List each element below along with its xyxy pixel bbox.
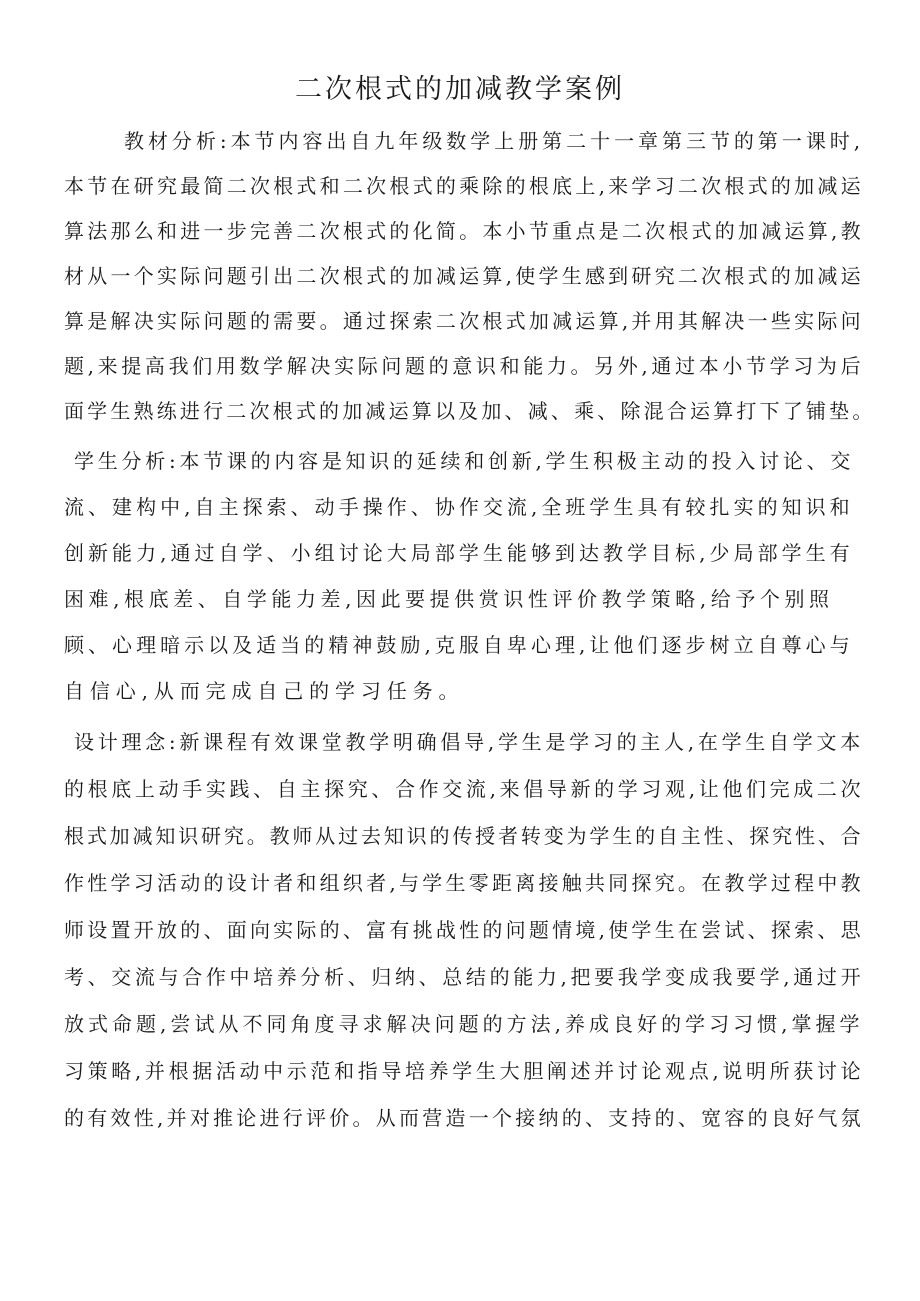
paragraph-line: 算法那么和进一步完善二次根式的化简。本小节重点是二次根式的加减运算,教 xyxy=(64,219,864,243)
paragraph-line: 习策略,并根据活动中示范和指导培养学生大胆阐述并讨论观点,说明所获讨论 xyxy=(64,1059,864,1083)
paragraph-line: 教材分析:本节内容出自九年级数学上册第二十一章第三节的第一课时, xyxy=(124,129,864,153)
paragraph-line: 的有效性,并对推论进行评价。从而营造一个接纳的、支持的、宽容的良好气氛 xyxy=(64,1106,864,1130)
paragraph-line: 流、建构中,自主探索、动手操作、协作交流,全班学生具有较扎实的知识和 xyxy=(64,495,854,519)
paragraph-line: 顾、心理暗示以及适当的精神鼓励,克服自卑心理,让他们逐步树立自尊心与 xyxy=(64,633,854,657)
paragraph-line: 师设置开放的、面向实际的、富有挑战性的问题情境,使学生在尝试、探索、思 xyxy=(64,918,864,942)
paragraph-line: 困难,根底差、自学能力差,因此要提供赏识性评价教学策略,给予个别照 xyxy=(64,587,834,611)
paragraph-line: 创新能力,通过自学、小组讨论大局部学生能够到达教学目标,少局部学生有 xyxy=(64,541,854,565)
document-title: 二次根式的加减教学案例 xyxy=(295,74,625,105)
paragraph-line: 考、交流与合作中培养分析、归纳、总结的能力,把要我学变成我要学,通过开 xyxy=(64,965,864,989)
paragraph-line: 的根底上动手实践、自主探究、合作交流,来倡导新的学习观,让他们完成二次 xyxy=(64,777,864,801)
paragraph-line: 自信心,从而完成自己的学习任务。 xyxy=(64,679,464,703)
paragraph-line: 放式命题,尝试从不同角度寻求解决问题的方法,养成良好的学习习惯,掌握学 xyxy=(64,1012,864,1036)
paragraph-line: 算是解决实际问题的需要。通过探索二次根式加减运算,并用其解决一些实际问 xyxy=(64,309,864,333)
paragraph-line: 作性学习活动的设计者和组织者,与学生零距离接触共同探究。在教学过程中教 xyxy=(64,871,864,895)
paragraph-line: 面学生熟练进行二次根式的加减运算以及加、减、乘、除混合运算打下了铺垫。 xyxy=(64,399,876,423)
paragraph-line: 材从一个实际问题引出二次根式的加减运算,使学生感到研究二次根式的加减运 xyxy=(64,264,864,288)
paragraph-line: 设计理念:新课程有效课堂教学明确倡导,学生是学习的主人,在学生自学文本 xyxy=(74,730,864,754)
paragraph-line: 学生分析:本节课的内容是知识的延续和创新,学生积极主动的投入讨论、交 xyxy=(74,449,854,473)
paragraph-line: 本节在研究最简二次根式和二次根式的乘除的根底上,来学习二次根式的加减运 xyxy=(64,174,864,198)
paragraph-line: 根式加减知识研究。教师从过去知识的传授者转变为学生的自主性、探究性、合 xyxy=(64,824,864,848)
paragraph-line: 题,来提高我们用数学解决实际问题的意识和能力。另外,通过本小节学习为后 xyxy=(64,354,864,378)
